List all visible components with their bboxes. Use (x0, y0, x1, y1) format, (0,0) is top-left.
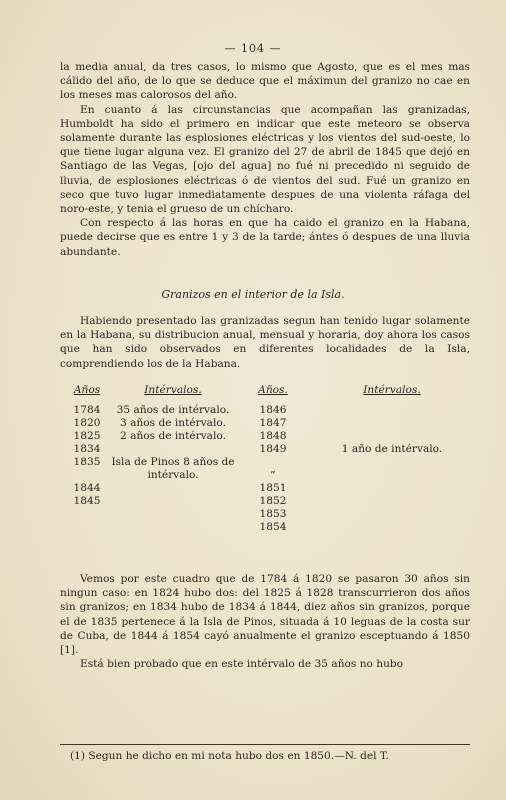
paragraph-1: la media anual, da tres casos, lo mismo que Agosto, que es el mes mas cálido del año, de lo que se deduce que el máximun del granizo no cae en los meses mas calorosos del año. (60, 61, 470, 102)
cell-year-2: 1848 (259, 430, 287, 442)
cell-interval-2 (308, 404, 476, 417)
cell-year-2: 1853 (259, 508, 287, 520)
cell-interval: 35 años de intérvalo. (116, 404, 230, 416)
footnote-divider (60, 744, 470, 745)
cell-interval-2 (308, 495, 476, 508)
cell-right-interval: 1 año de intérvalo. (341, 443, 443, 455)
section-heading: Granizos en el interior de la Isla. (161, 288, 345, 301)
cell-interval-2 (308, 508, 476, 521)
cell-year-2: 1852 (259, 495, 287, 507)
cell-year: 1784 (73, 404, 101, 416)
cell-interval-2 (308, 430, 476, 443)
cell-interval (108, 443, 238, 456)
cell-interval-2 (308, 521, 476, 534)
cell-year (66, 521, 108, 534)
header-years-2: Años. (258, 384, 288, 396)
cell-interval: 2 años de intérvalo. (120, 430, 226, 442)
cell-year: 1820 (73, 417, 101, 429)
body-text-bottom (60, 572, 470, 671)
cell-year: 1844 (73, 482, 101, 494)
cell-interval (108, 482, 238, 495)
paragraph-4: Habiendo presentado las granizadas segun han tenido lugar solamente en la Habana, su distribucion anual, mensual y horaria, doy ahora los casos que han sido observados en diferentes localidades de la Isla, comprendiendo los de la Habana. (60, 315, 470, 370)
hail-years-table (66, 384, 476, 534)
cell-year: 1834 (73, 443, 101, 455)
paragraph-3: Con respecto á las horas en que ha caido el granizo en la Habana, puede decirse que es entre 1 y 3 de la tarde; ántes ó despues de una lluvia abundante. (60, 217, 470, 258)
cell-interval: 3 años de intérvalo. (120, 417, 226, 429)
cell-interval (108, 508, 238, 521)
cell-year (66, 508, 108, 521)
cell-year-2: 1851 (259, 482, 287, 494)
cell-year-2: 1849 (259, 443, 287, 455)
body-text-top (60, 60, 470, 259)
table-row (66, 417, 476, 430)
cell-interval: Isla de Pinos 8 años de intérvalo. (111, 456, 235, 481)
cell-year: 1835 (73, 456, 101, 468)
cell-interval-2 (308, 417, 476, 430)
cell-year-2: 1854 (259, 521, 287, 533)
header-intervals-2: Intérvalos. (363, 384, 421, 396)
cell-year: 1845 (73, 495, 101, 507)
page-number: — 104 — (224, 42, 282, 55)
table-row (66, 521, 476, 534)
table-row (66, 508, 476, 521)
body-text-middle (60, 314, 470, 371)
table-row (66, 404, 476, 417)
table-row (66, 443, 476, 456)
header-years: Años (73, 384, 101, 396)
cell-year-2: 1847 (259, 417, 287, 429)
cell-year: 1825 (73, 430, 101, 442)
cell-year-2: „ (270, 462, 276, 475)
cell-interval (108, 521, 238, 534)
header-intervals: Intérvalos. (144, 384, 202, 396)
footnote: (1) Segun he dicho en mi nota hubo dos en 1850.—N. del T. (70, 750, 389, 762)
cell-interval (108, 495, 238, 508)
paragraph-6: Está bien probado que en este intérvalo de 35 años no hubo (80, 658, 404, 671)
paragraph-2: En cuanto á las circunstancias que acompañan las granizadas, Humboldt ha sido el primero en indicar que este meteoro se observa solamente durante las esplosiones eléctricas y los vientos del sud-oeste, lo que tiene lugar alguna vez. El granizo del 27 de abril de 1845 que dejó en Santiago de las Vegas, [ojo del agua] no fué ni precedido ni seguido de lluvia, de esplosiones eléctricas ó de vientos del sud. Fué un granizo en seco que tuvo lugar inmediatamente despues de una violenta ráfaga del noro-este, y tenia el grueso de un chícharo. (60, 103, 470, 216)
table-row (66, 495, 476, 508)
paragraph-5: Vemos por este cuadro que de 1784 á 1820 se pasaron 30 años sin ningun caso: en 1824 hubo dos: del 1825 á 1828 transcurrieron dos años sin granizos; en 1834 hubo de 1834 á 1844, diez años sin granizos, porque el de 1835 pertenece á la Isla de Pinos, situada á 10 leguas de la costa sur de Cuba, de 1844 á 1854 cayó anualmente el granizo esceptuando á 1850 [1]. (60, 573, 470, 657)
table-row (66, 430, 476, 443)
cell-year-2: 1846 (259, 404, 287, 416)
